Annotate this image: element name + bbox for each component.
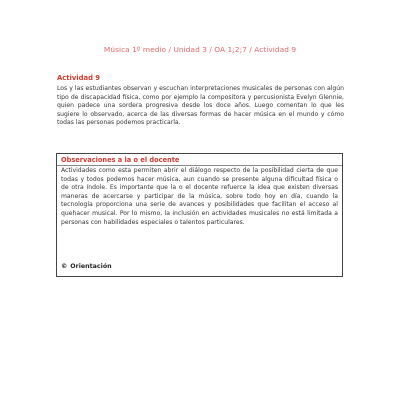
breadcrumb: Música 1º medio / Unidad 3 / OA 1;2;7 / Actividad 9	[103, 45, 297, 54]
observations-title: Observaciones a la o el docente	[61, 156, 180, 164]
observations-divider	[57, 165, 342, 166]
orientation-link[interactable]	[61, 263, 112, 270]
orientation-label: Orientación	[70, 263, 112, 270]
activity-description: Los y las estudiantes observan y escuchan interpretaciones musicales de personas con algún tipo de discapacidad física, como por ejemplo la compositora y percusionista Evelyn Glennie, quien padece una sordera progresiva desde los doce años. Luego comentan lo que les sugiere lo observado, acerca de las diversas formas de hacer música en el mundo y cómo todas las personas podemos practicarla.	[57, 85, 344, 127]
observations-body: Actividades como esta permiten abrir el diálogo respecto de la posibilidad cierta de que todas y todos podemos hacer música, aun cuando se presente alguna dificultad física o de otra índole. Es importante que la o el docente refuerce la idea que existen diversas maneras de acercarse y participar de la música, sobre todo hoy en día, cuando la tecnología proporciona una serie de avances y posibilidades que facilitan el acceso al quehacer musical. Por lo mismo, la inclusión en actividades musicales no está limitada a personas con habilidades especiales o talentos particulares.	[61, 167, 338, 226]
copyright-icon: ©	[61, 263, 68, 270]
teacher-observations-box	[56, 153, 343, 277]
activity-title: Actividad 9	[57, 74, 101, 82]
